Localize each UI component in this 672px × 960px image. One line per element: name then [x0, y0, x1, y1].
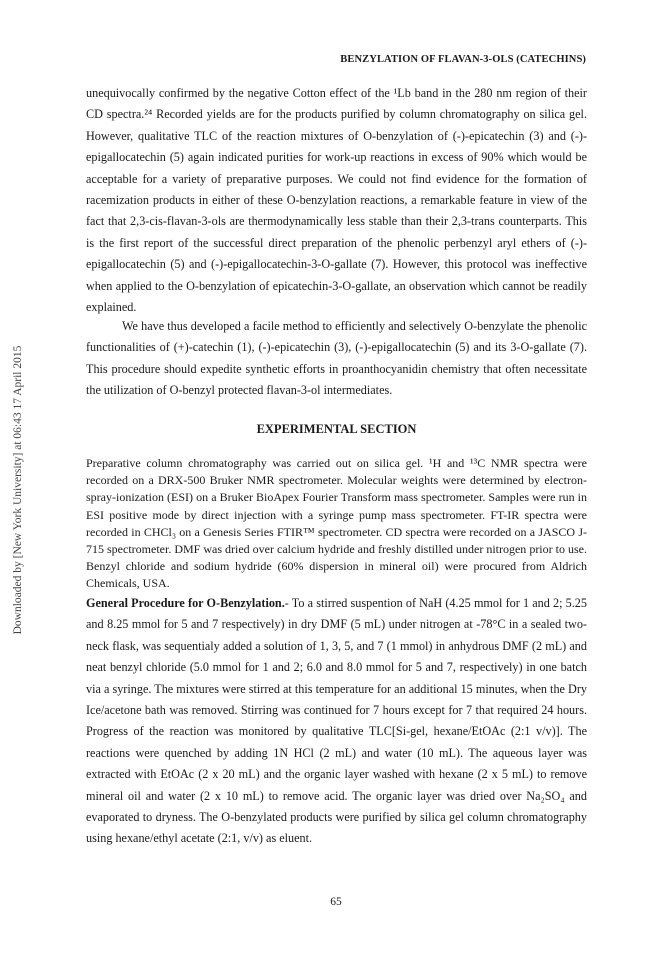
body-paragraph-3: Preparative column chromatography was carried out on silica gel. ¹H and ¹³C NMR spectra were recorded on a DRX-500 Bruker NMR spectrometer. Molecular weights were determined by electron-spray-ionization (ESI) on a Bruker BioApex Fourier Transform mass spectrometer. Samples were run in ESI positive mode by direct injection with a syringe pump mass spectrometer. FT-IR spectra were recorded in CHCl₃ on a Genesis Series FTIR™ spectrometer. CD spectra were recorded on a JASCO J-715 spectrometer. DMF was dried over calcium hydride and freshly distilled under nitrogen prior to use. Benzyl chloride and sodium hydride (60% dispersion in mineral oil) were procured from Aldrich Chemicals, USA. — [86, 456, 587, 591]
body-paragraph-2: We have thus developed a facile method to efficiently and selectively O-benzylate the phenolic functionalities of (+)-catechin (1), (-)-epicatechin (3), (-)-epigallocatechin (5) and its 3-O-gallate (7). This procedure should expedite synthetic efforts in proanthocyanidin chemistry that often necessitate the utilization of O-benzyl protected flavan-3-ol intermediates. — [86, 319, 587, 398]
procedure-text: - To a stirred suspention of NaH (4.25 mmol for 1 and 2; 5.25 and 8.25 mmol for 5 and 7 respectively) in dry DMF (5 mL) under nitrogen at -78°C in a sealed two-neck flask, was sequentialy added a solution of 1, 3, 5, and 7 (1 mmol) in anhydrous DMF (2 mL) and neat benzyl chloride (5.0 mmol for 1 and 2; 6.0 and 8.0 mmol for 5 and 7, respectively) in one batch via a syringe. The mixtures were stirred at this temperature for an additional 15 minutes, when the Dry Ice/acetone bath was removed. Stirring was continued for 7 hours except for 7 that required 24 hours. Progress of the reaction was monitored by qualitative TLC[Si-gel, hexane/EtOAc (2:1 v/v)]. The reactions were quenched by adding 1N HCl (2 mL) and water (10 mL). The aqueous layer was extracted with EtOAc (2 x 20 mL) and the organic layer washed with hexane (2 x 5 mL) to remove mineral oil and water (2 x 10 mL) to remove acid. The organic layer was dried over Na₂SO₄ and evaporated to dryness. The O-benzylated products were purified by silica gel column chromatography using hexane/ethyl acetate (2:1, v/v) as eluent. — [86, 596, 587, 846]
download-stamp — [9, 320, 27, 660]
running-head: BENZYLATION OF FLAVAN-3-OLS (CATECHINS) — [340, 54, 586, 65]
body-paragraph-4 — [86, 593, 587, 850]
procedure-title: General Procedure for O-Benzylation. — [86, 596, 285, 610]
page-number: 65 — [330, 896, 342, 908]
body-paragraph-1: unequivocally confirmed by the negative Cotton effect of the ¹Lb band in the 280 nm region of their CD spectra.²⁴ Recorded yields are for the products purified by column chromatography on silica gel. However, qualitative TLC of the reaction mixtures of O-benzylation of (-)-epicatechin (3) and (-)-epigallocatechin (5) again indicated purities for work-up reactions in excess of 90% which would be acceptable for a variety of preparative purposes. We could not find evidence for the formation of racemization products in either of these O-benzylation reactions, a remarkable feature in view of the fact that 2,3-cis-flavan-3-ols are thermodynamically less stable than their 2,3-trans counterparts. This is the first report of the successful direct preparation of the phenolic perbenzyl aryl ethers of (-)-epigallocatechin (5) and (-)-epigallocatechin-3-O-gallate (7). However, this protocol was ineffective when applied to the O-benzylation of epicatechin-3-O-gallate, an observation which cannot be readily explained. — [86, 86, 587, 315]
download-stamp-text: Downloaded by [New York University] at 06:43 17 April 2015 — [12, 345, 24, 635]
section-heading-experimental: EXPERIMENTAL SECTION — [256, 422, 417, 436]
